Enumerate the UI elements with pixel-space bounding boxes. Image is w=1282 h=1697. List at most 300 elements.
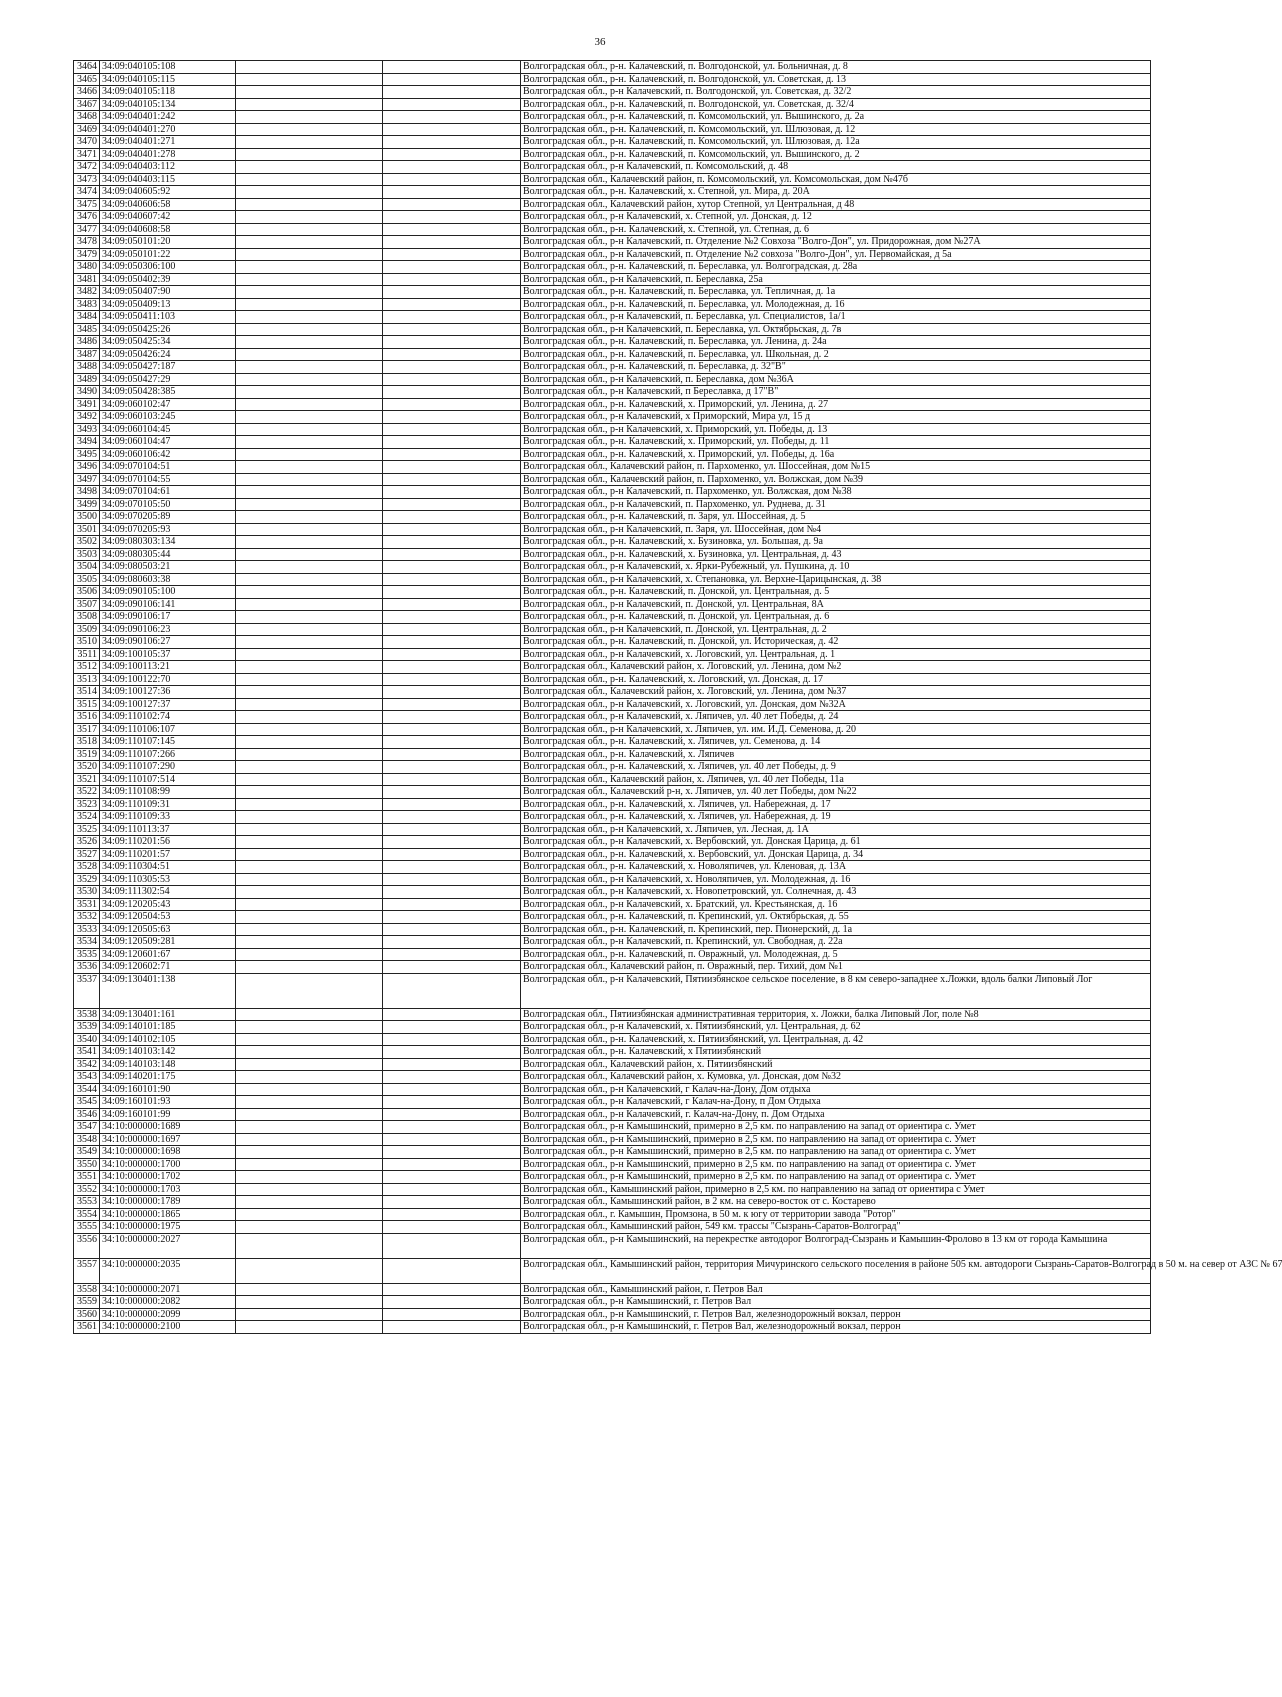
address-cell: Волгоградская обл., р-н. Калачевский, п. Береславка, ул. Волгоградская, д. 28а xyxy=(521,261,1151,274)
address-cell: Волгоградская обл., р-н. Калачевский, п. Береславка, ул. Школьная, д. 2 xyxy=(521,348,1151,361)
address-cell: Волгоградская обл., р-н. Калачевский, п. Донской, ул. Центральная, д. 5 xyxy=(521,586,1151,599)
cadastral-number-cell: 34:09:050428:385 xyxy=(100,386,236,399)
address-cell: Волгоградская обл., р-н. Калачевский, п. Крепинский, ул. Октябрьская, д. 55 xyxy=(521,911,1151,924)
row-number-cell: 3522 xyxy=(74,786,100,799)
empty-cell xyxy=(236,536,383,549)
table-row xyxy=(74,711,1151,724)
row-number-cell: 3512 xyxy=(74,661,100,674)
cadastral-number-cell: 34:09:120205:43 xyxy=(100,898,236,911)
empty-cell xyxy=(236,911,383,924)
empty-cell xyxy=(236,561,383,574)
address-cell: Волгоградская обл., Калачевский район, х. Ляпичев, ул. 40 лет Победы, 11а xyxy=(521,773,1151,786)
row-number-cell: 3487 xyxy=(74,348,100,361)
table-row xyxy=(74,248,1151,261)
address-cell: Волгоградская обл., р-н. Калачевский, п. Заря, ул. Шоссейная, д. 5 xyxy=(521,511,1151,524)
cadastral-number-cell: 34:09:120504:53 xyxy=(100,911,236,924)
row-number-cell: 3486 xyxy=(74,336,100,349)
cadastral-number-cell: 34:09:040605:92 xyxy=(100,186,236,199)
row-number-cell: 3498 xyxy=(74,486,100,499)
table-row xyxy=(74,73,1151,86)
address-cell: Волгоградская обл., р-н. Калачевский, п. Донской, ул. Историческая, д. 42 xyxy=(521,636,1151,649)
empty-cell xyxy=(383,386,521,399)
cadastral-number-cell: 34:09:070104:61 xyxy=(100,486,236,499)
address-cell: Волгоградская обл., р-н. Калачевский, п. Комсомольский, ул. Вышинского, д. 2 xyxy=(521,148,1151,161)
address-cell: Волгоградская обл., р-н Калачевский, г. Калач-на-Дону, п. Дом Отдыха xyxy=(521,1108,1151,1121)
row-number-cell: 3544 xyxy=(74,1083,100,1096)
cadastral-number-cell: 34:09:110305:53 xyxy=(100,873,236,886)
row-number-cell: 3523 xyxy=(74,798,100,811)
table-row xyxy=(74,911,1151,924)
cadastral-number-cell: 34:09:040401:271 xyxy=(100,136,236,149)
empty-cell xyxy=(236,1083,383,1096)
row-number-cell: 3464 xyxy=(74,61,100,74)
empty-cell xyxy=(383,861,521,874)
empty-cell xyxy=(236,461,383,474)
empty-cell xyxy=(383,698,521,711)
empty-cell xyxy=(236,498,383,511)
empty-cell xyxy=(383,236,521,249)
cadastral-number-cell: 34:09:090106:17 xyxy=(100,611,236,624)
empty-cell xyxy=(236,1046,383,1059)
empty-cell xyxy=(383,886,521,899)
address-cell: Волгоградская обл., р-н Калачевский, г Калач-на-Дону, п Дом Отдыха xyxy=(521,1096,1151,1109)
address-cell: Волгоградская обл., р-н Камышинский, на перекрестке автодорог Волгоград-Сызрань и Камышин-Фролово в 13 км от города Камышина xyxy=(521,1233,1151,1258)
table-row xyxy=(74,211,1151,224)
empty-cell xyxy=(236,748,383,761)
cadastral-number-cell: 34:09:040607:42 xyxy=(100,211,236,224)
row-number-cell: 3500 xyxy=(74,511,100,524)
empty-cell xyxy=(236,761,383,774)
table-row xyxy=(74,948,1151,961)
table-row xyxy=(74,373,1151,386)
table-row xyxy=(74,1133,1151,1146)
address-cell: Волгоградская обл., р-н Калачевский, х. Степной, ул. Донская, д. 12 xyxy=(521,211,1151,224)
table-row xyxy=(74,1021,1151,1034)
empty-cell xyxy=(383,423,521,436)
empty-cell xyxy=(236,811,383,824)
cadastral-number-cell: 34:10:000000:2082 xyxy=(100,1296,236,1309)
address-cell: Волгоградская обл., р-н Калачевский, х. Вербовский, ул. Донская Царица, д. 61 xyxy=(521,836,1151,849)
address-cell: Волгоградская обл., р-н. Калачевский, х. Ляпичев, ул. Семенова, д. 14 xyxy=(521,736,1151,749)
row-number-cell: 3479 xyxy=(74,248,100,261)
row-number-cell: 3555 xyxy=(74,1221,100,1234)
address-cell: Волгоградская обл., р-н. Калачевский, п. Комсомольский, ул. Шлюзовая, д. 12 xyxy=(521,123,1151,136)
cadastral-number-cell: 34:09:120509:281 xyxy=(100,936,236,949)
cadastral-number-cell: 34:09:120602:71 xyxy=(100,961,236,974)
address-cell: Волгоградская обл., р-н Калачевский, х. Логовский, ул. Центральная, д. 1 xyxy=(521,648,1151,661)
address-cell: Волгоградская обл., р-н Калачевский, х. Приморский, ул. Победы, д. 13 xyxy=(521,423,1151,436)
empty-cell xyxy=(236,286,383,299)
address-cell: Волгоградская обл., р-н Калачевский, х. Степановка, ул. Верхне-Царицынская, д. 38 xyxy=(521,573,1151,586)
empty-cell xyxy=(383,348,521,361)
cadastral-number-cell: 34:09:050407:90 xyxy=(100,286,236,299)
row-number-cell: 3559 xyxy=(74,1296,100,1309)
empty-cell xyxy=(236,98,383,111)
row-number-cell: 3496 xyxy=(74,461,100,474)
row-number-cell: 3526 xyxy=(74,836,100,849)
row-number-cell: 3471 xyxy=(74,148,100,161)
empty-cell xyxy=(236,473,383,486)
empty-cell xyxy=(383,786,521,799)
empty-cell xyxy=(383,636,521,649)
cadastral-number-cell: 34:09:160101:93 xyxy=(100,1096,236,1109)
empty-cell xyxy=(236,336,383,349)
cadastral-number-cell: 34:09:060104:45 xyxy=(100,423,236,436)
row-number-cell: 3484 xyxy=(74,311,100,324)
row-number-cell: 3506 xyxy=(74,586,100,599)
cadastral-number-cell: 34:09:060103:245 xyxy=(100,411,236,424)
cadastral-number-cell: 34:09:050402:39 xyxy=(100,273,236,286)
row-number-cell: 3529 xyxy=(74,873,100,886)
address-cell: Волгоградская обл., р-н Калачевский, п. Донской, ул. Центральная, д. 2 xyxy=(521,623,1151,636)
row-number-cell: 3468 xyxy=(74,111,100,124)
table-row xyxy=(74,886,1151,899)
empty-cell xyxy=(383,836,521,849)
row-number-cell: 3480 xyxy=(74,261,100,274)
table-row xyxy=(74,1258,1151,1283)
empty-cell xyxy=(236,511,383,524)
empty-cell xyxy=(383,1183,521,1196)
empty-cell xyxy=(236,523,383,536)
table-row xyxy=(74,698,1151,711)
table-row xyxy=(74,123,1151,136)
cadastral-number-cell: 34:09:050427:187 xyxy=(100,361,236,374)
empty-cell xyxy=(383,561,521,574)
empty-cell xyxy=(383,448,521,461)
cadastral-number-cell: 34:09:110102:74 xyxy=(100,711,236,724)
address-cell: Волгоградская обл., р-н Калачевский, Пятиизбянское сельское поселение, в 8 км северо-западнее х.Ложки, вдоль балки Липовый Лог xyxy=(521,973,1151,1008)
row-number-cell: 3492 xyxy=(74,411,100,424)
address-cell: Волгоградская обл., р-н Калачевский, п. Заря, ул. Шоссейная, дом №4 xyxy=(521,523,1151,536)
empty-cell xyxy=(383,1046,521,1059)
empty-cell xyxy=(236,173,383,186)
cadastral-number-cell: 34:09:110107:145 xyxy=(100,736,236,749)
cadastral-number-cell: 34:09:100105:37 xyxy=(100,648,236,661)
address-cell: Волгоградская обл., р-н. Калачевский, п. Комсомольский, ул. Вышинского, д. 2а xyxy=(521,111,1151,124)
empty-cell xyxy=(383,648,521,661)
row-number-cell: 3556 xyxy=(74,1233,100,1258)
table-row xyxy=(74,561,1151,574)
empty-cell xyxy=(236,1283,383,1296)
row-number-cell: 3554 xyxy=(74,1208,100,1221)
table-row xyxy=(74,936,1151,949)
empty-cell xyxy=(236,948,383,961)
address-cell: Волгоградская обл., р-н. Калачевский, п. Береславка, ул. Ленина, д. 24а xyxy=(521,336,1151,349)
address-cell: Волгоградская обл., р-н. Калачевский, п. Береславка, ул. Молодежная, д. 16 xyxy=(521,298,1151,311)
empty-cell xyxy=(383,248,521,261)
table-row xyxy=(74,148,1151,161)
row-number-cell: 3470 xyxy=(74,136,100,149)
cadastral-number-cell: 34:09:080503:21 xyxy=(100,561,236,574)
address-cell: Волгоградская обл., р-н. Калачевский, х. Степной, ул. Мира, д. 20А xyxy=(521,186,1151,199)
cadastral-number-cell: 34:09:040105:108 xyxy=(100,61,236,74)
cadastral-number-cell: 34:10:000000:1689 xyxy=(100,1121,236,1134)
row-number-cell: 3505 xyxy=(74,573,100,586)
row-number-cell: 3491 xyxy=(74,398,100,411)
cadastral-number-cell: 34:09:050427:29 xyxy=(100,373,236,386)
cadastral-number-cell: 34:09:040401:278 xyxy=(100,148,236,161)
empty-cell xyxy=(383,936,521,949)
empty-cell xyxy=(383,711,521,724)
table-row xyxy=(74,811,1151,824)
table-row xyxy=(74,198,1151,211)
cadastral-number-cell: 34:09:110107:514 xyxy=(100,773,236,786)
table-row xyxy=(74,1121,1151,1134)
table-row xyxy=(74,398,1151,411)
empty-cell xyxy=(236,1233,383,1258)
empty-cell xyxy=(383,1258,521,1283)
table-row xyxy=(74,1108,1151,1121)
empty-cell xyxy=(383,1083,521,1096)
table-row xyxy=(74,186,1151,199)
row-number-cell: 3535 xyxy=(74,948,100,961)
empty-cell xyxy=(236,886,383,899)
table-row xyxy=(74,848,1151,861)
empty-cell xyxy=(236,1171,383,1184)
table-row xyxy=(74,1146,1151,1159)
cadastral-number-cell: 34:10:000000:1697 xyxy=(100,1133,236,1146)
table-row xyxy=(74,623,1151,636)
table-row xyxy=(74,1058,1151,1071)
row-number-cell: 3520 xyxy=(74,761,100,774)
row-number-cell: 3499 xyxy=(74,498,100,511)
empty-cell xyxy=(383,548,521,561)
empty-cell xyxy=(383,486,521,499)
empty-cell xyxy=(236,973,383,1008)
empty-cell xyxy=(236,611,383,624)
empty-cell xyxy=(383,1208,521,1221)
empty-cell xyxy=(383,686,521,699)
empty-cell xyxy=(383,148,521,161)
cadastral-number-cell: 34:09:140103:142 xyxy=(100,1046,236,1059)
row-number-cell: 3538 xyxy=(74,1008,100,1021)
cadastral-number-cell: 34:09:110109:33 xyxy=(100,811,236,824)
empty-cell xyxy=(236,386,383,399)
address-cell: Волгоградская обл., Калачевский район, хутор Степной, ул Центральная, д 48 xyxy=(521,198,1151,211)
empty-cell xyxy=(236,1321,383,1334)
table-row xyxy=(74,498,1151,511)
empty-cell xyxy=(236,773,383,786)
cadastral-number-cell: 34:09:040105:115 xyxy=(100,73,236,86)
cadastral-number-cell: 34:09:140103:148 xyxy=(100,1058,236,1071)
empty-cell xyxy=(236,1208,383,1221)
row-number-cell: 3507 xyxy=(74,598,100,611)
row-number-cell: 3474 xyxy=(74,186,100,199)
cadastral-number-cell: 34:09:090106:27 xyxy=(100,636,236,649)
table-row xyxy=(74,748,1151,761)
empty-cell xyxy=(383,948,521,961)
table-row xyxy=(74,798,1151,811)
address-cell: Волгоградская обл., р-н. Калачевский, п. Крепинский, пер. Пионерский, д. 1а xyxy=(521,923,1151,936)
table-row xyxy=(74,773,1151,786)
row-number-cell: 3476 xyxy=(74,211,100,224)
address-cell: Волгоградская обл., р-н. Калачевский, х. Логовский, ул. Донская, д. 17 xyxy=(521,673,1151,686)
empty-cell xyxy=(236,1021,383,1034)
cadastral-number-cell: 34:09:110109:31 xyxy=(100,798,236,811)
empty-cell xyxy=(383,336,521,349)
row-number-cell: 3495 xyxy=(74,448,100,461)
table-row xyxy=(74,1233,1151,1258)
cadastral-number-cell: 34:09:080305:44 xyxy=(100,548,236,561)
empty-cell xyxy=(383,398,521,411)
empty-cell xyxy=(383,261,521,274)
table-row xyxy=(74,1321,1151,1334)
table-row xyxy=(74,1033,1151,1046)
cadastral-number-cell: 34:09:111302:54 xyxy=(100,886,236,899)
address-cell: Волгоградская обл., р-н. Калачевский, п. Волгодонской, ул. Советская, д. 13 xyxy=(521,73,1151,86)
empty-cell xyxy=(383,673,521,686)
row-number-cell: 3494 xyxy=(74,436,100,449)
table-row xyxy=(74,348,1151,361)
address-cell: Волгоградская обл., Калачевский район, х. Кумовка, ул. Донская, дом №32 xyxy=(521,1071,1151,1084)
address-cell: Волгоградская обл., Калачевский район, п. Комсомольский, ул. Комсомольская, дом №47б xyxy=(521,173,1151,186)
address-cell: Волгоградская обл., Калачевский район, х. Логовский, ул. Ленина, дом №2 xyxy=(521,661,1151,674)
row-number-cell: 3545 xyxy=(74,1096,100,1109)
table-row xyxy=(74,686,1151,699)
row-number-cell: 3515 xyxy=(74,698,100,711)
address-cell: Волгоградская обл., р-н Камышинский, примерно в 2,5 км. по направлению на запад от ориентира с. Умет xyxy=(521,1158,1151,1171)
table-row xyxy=(74,661,1151,674)
address-cell: Волгоградская обл., р-н Калачевский, х. Ляпичев, ул. им. И.Д. Семенова, д. 20 xyxy=(521,723,1151,736)
address-cell: Волгоградская обл., р-н. Калачевский, п. Береславка, д. 32"В" xyxy=(521,361,1151,374)
table-row xyxy=(74,548,1151,561)
empty-cell xyxy=(236,223,383,236)
empty-cell xyxy=(383,961,521,974)
empty-cell xyxy=(236,61,383,74)
row-number-cell: 3542 xyxy=(74,1058,100,1071)
registry-table-body xyxy=(74,61,1282,1334)
empty-cell xyxy=(236,448,383,461)
table-row xyxy=(74,961,1151,974)
empty-cell xyxy=(383,511,521,524)
table-row xyxy=(74,423,1151,436)
address-cell: Волгоградская обл., р-н Калачевский, п. Пархоменко, ул. Волжская, дом №38 xyxy=(521,486,1151,499)
address-cell: Волгоградская обл., Калачевский район, х. Пятиизбянский xyxy=(521,1058,1151,1071)
row-number-cell: 3473 xyxy=(74,173,100,186)
table-row xyxy=(74,461,1151,474)
table-row xyxy=(74,1296,1151,1309)
empty-cell xyxy=(236,961,383,974)
empty-cell xyxy=(236,411,383,424)
address-cell: Волгоградская обл., р-н Камышинский, примерно в 2,5 км. по направлению на запад от ориентира с. Умет xyxy=(521,1133,1151,1146)
cadastral-number-cell: 34:09:110201:57 xyxy=(100,848,236,861)
empty-cell xyxy=(383,773,521,786)
cadastral-number-cell: 34:09:040606:58 xyxy=(100,198,236,211)
cadastral-number-cell: 34:09:160101:90 xyxy=(100,1083,236,1096)
empty-cell xyxy=(236,686,383,699)
empty-cell xyxy=(236,1158,383,1171)
empty-cell xyxy=(383,1121,521,1134)
table-row xyxy=(74,336,1151,349)
table-row xyxy=(74,236,1151,249)
row-number-cell: 3547 xyxy=(74,1121,100,1134)
empty-cell xyxy=(236,1058,383,1071)
table-row xyxy=(74,273,1151,286)
empty-cell xyxy=(383,298,521,311)
empty-cell xyxy=(236,848,383,861)
row-number-cell: 3477 xyxy=(74,223,100,236)
empty-cell xyxy=(236,86,383,99)
empty-cell xyxy=(236,1146,383,1159)
empty-cell xyxy=(236,123,383,136)
empty-cell xyxy=(383,61,521,74)
empty-cell xyxy=(236,1033,383,1046)
empty-cell xyxy=(236,323,383,336)
address-cell: Волгоградская обл., Камышинский район, территория Мичуринского сельского поселения в районе 505 км. автодороги Сызрань-Саратов-Волгоград в 50 м. на север от АЗС № 67 xyxy=(521,1258,1151,1283)
empty-cell xyxy=(383,1058,521,1071)
table-row xyxy=(74,573,1151,586)
empty-cell xyxy=(383,186,521,199)
empty-cell xyxy=(383,1021,521,1034)
empty-cell xyxy=(383,811,521,824)
table-row xyxy=(74,523,1151,536)
empty-cell xyxy=(236,1133,383,1146)
table-row xyxy=(74,823,1151,836)
row-number-cell: 3539 xyxy=(74,1021,100,1034)
empty-cell xyxy=(383,736,521,749)
empty-cell xyxy=(383,923,521,936)
address-cell: Волгоградская обл., р-н Калачевский, п. Волгодонской, ул. Советская, д. 32/2 xyxy=(521,86,1151,99)
empty-cell xyxy=(383,411,521,424)
table-row xyxy=(74,723,1151,736)
empty-cell xyxy=(236,936,383,949)
empty-cell xyxy=(383,1283,521,1296)
row-number-cell: 3551 xyxy=(74,1171,100,1184)
address-cell: Волгоградская обл., р-н Калачевский, п. Береславка, дом №36А xyxy=(521,373,1151,386)
table-row xyxy=(74,61,1151,74)
address-cell: Волгоградская обл., р-н Камышинский, примерно в 2,5 км. по направлению на запад от ориентира с. Умет xyxy=(521,1146,1151,1159)
address-cell: Волгоградская обл., Камышинский район, в 2 км. на северо-восток от с. Костарево xyxy=(521,1196,1151,1209)
address-cell: Волгоградская обл., р-н. Калачевский, п. Комсомольский, ул. Шлюзовая, д. 12а xyxy=(521,136,1151,149)
address-cell: Волгоградская обл., р-н. Калачевский, х. Приморский, ул. Ленина, д. 27 xyxy=(521,398,1151,411)
table-row xyxy=(74,1083,1151,1096)
empty-cell xyxy=(383,1233,521,1258)
row-number-cell: 3528 xyxy=(74,861,100,874)
address-cell: Волгоградская обл., р-н Камышинский, г. Петров Вал xyxy=(521,1296,1151,1309)
row-number-cell: 3540 xyxy=(74,1033,100,1046)
empty-cell xyxy=(383,161,521,174)
empty-cell xyxy=(236,673,383,686)
cadastral-number-cell: 34:09:140101:185 xyxy=(100,1021,236,1034)
address-cell: Волгоградская обл., р-н Камышинский, г. Петров Вал, железнодорожный вокзал, перрон xyxy=(521,1308,1151,1321)
table-row xyxy=(74,836,1151,849)
cadastral-number-cell: 34:09:070104:55 xyxy=(100,473,236,486)
empty-cell xyxy=(236,1258,383,1283)
address-cell: Волгоградская обл., р-н. Калачевский, х. Бузиновка, ул. Центральная, д. 43 xyxy=(521,548,1151,561)
address-cell: Волгоградская обл., р-н Калачевский, п. Отделение №2 совхоза "Волго-Дон", ул. Первомайская, д 5а xyxy=(521,248,1151,261)
row-number-cell: 3558 xyxy=(74,1283,100,1296)
cadastral-number-cell: 34:09:140102:105 xyxy=(100,1033,236,1046)
cadastral-number-cell: 34:09:040608:58 xyxy=(100,223,236,236)
cadastral-number-cell: 34:09:130401:161 xyxy=(100,1008,236,1021)
row-number-cell: 3503 xyxy=(74,548,100,561)
cadastral-number-cell: 34:09:100113:21 xyxy=(100,661,236,674)
empty-cell xyxy=(383,761,521,774)
address-cell: Волгоградская обл., р-н. Калачевский, х. Ляпичев, ул. Набережная, д. 19 xyxy=(521,811,1151,824)
row-number-cell: 3485 xyxy=(74,323,100,336)
row-number-cell: 3561 xyxy=(74,1321,100,1334)
empty-cell xyxy=(383,848,521,861)
table-row xyxy=(74,736,1151,749)
cadastral-number-cell: 34:09:050411:103 xyxy=(100,311,236,324)
empty-cell xyxy=(383,473,521,486)
empty-cell xyxy=(383,623,521,636)
empty-cell xyxy=(236,573,383,586)
address-cell: Волгоградская обл., Пятиизбянская административная территория, х. Ложки, балка Липовый Лог, поле №8 xyxy=(521,1008,1151,1021)
cadastral-number-cell: 34:09:060106:42 xyxy=(100,448,236,461)
cadastral-number-cell: 34:09:090106:23 xyxy=(100,623,236,636)
empty-cell xyxy=(383,273,521,286)
